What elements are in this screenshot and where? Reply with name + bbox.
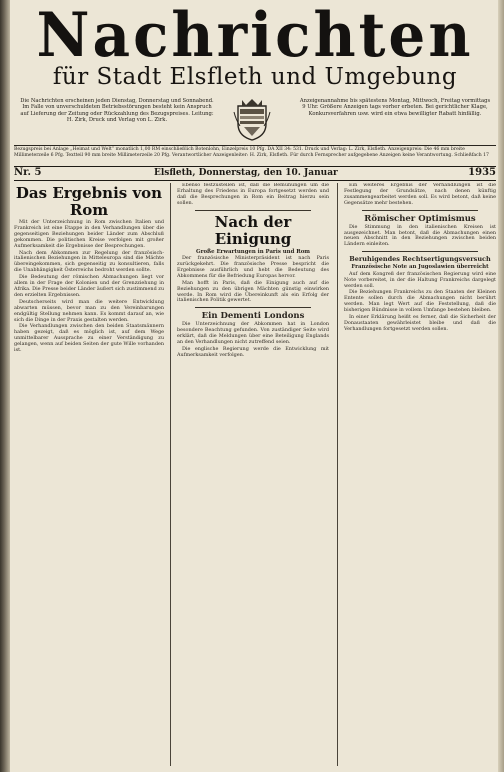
issue-dateline: Elsfleth, Donnerstag, den 10. Januar — [154, 168, 338, 178]
issue-year: 1935 — [468, 167, 496, 178]
column-2 — [177, 183, 329, 768]
price-notice: Bezugspreis bei Anlage „Heimat und Welt“ monatlich 1,00 RM einschließlich Botenlohn, Einzelpreis 10 Pfg. DA XII 34: 531. Druck und Verlag: L. Zirk, Elsfleth. Anzeigenpreis: Die 46 mm breite Millimeterzeile 6 Pfg. Textteil 90 mm breite Millimeterzeile 20 Pfg. Verantwortlicher Anzeigenleiter: H. Zirk, Elsfleth. Für durch Fernsprecher aufgegebene Anzeigen keine Verantwortung. Schließfach 17 — [14, 145, 496, 158]
column-rule — [337, 183, 338, 766]
article-paragraph: Der französische Ministerpräsident ist nach Paris zurückgekehrt. Die französische Presse bespricht die Ergebnisse ausführlich und hebt die Bedeutung des Abkommens für die Befriedung Europas hervor. — [177, 255, 329, 279]
column-1 — [14, 183, 164, 768]
divider — [195, 210, 311, 211]
article-paragraph: Nach dem Abkommen zur Regelung der französisch-italienischen Beziehungen in Mitteleuropa sind die Mächte übereingekommen, sich gegenseitig zu konsultieren, falls die Unabhängigkeit Österreichs bedroht werden sollte. — [14, 249, 164, 274]
article-headline: Nach der Einigung — [214, 212, 292, 248]
divider — [195, 307, 311, 308]
newspaper-title: Nachrichten — [36, 0, 474, 71]
page-edge — [498, 0, 504, 772]
article-paragraph: Ebenso festzustellen ist, daß die Bemühungen um die Erhaltung des Friedens in Europa fortgesetzt werden und daß die Besprechungen in Rom ein Beitrag hierzu sein sollen. — [177, 183, 329, 206]
advertising-info: Anzeigenannahme bis spätestens Montag, Mittwoch, Freitag vormittags 9 Uhr. Größere Anzeigen tags vorher erbeten. Bei gerichtlicher Klage, Konkursverfahren usw. wird ein etwa bewilligter Rabatt hinfällig. — [299, 98, 491, 117]
article-headline: Beruhigendes Rechtsertigungsversuch — [349, 255, 491, 264]
column-3 — [344, 183, 496, 768]
binding-edge — [0, 0, 10, 772]
article-paragraph: Deutscherseits wird man die weitere Entwicklung abwarten müssen, bevor man zu den Vereinbarungen endgültig Stellung nehmen kann. Es kommt darauf an, wie sich die Dinge in der Praxis gestalten werden. — [14, 298, 164, 323]
article-paragraph: Die Unterzeichnung der Abkommen hat in London besondere Beachtung gefunden. Von zuständiger Seite wird erklärt, daß die Meldungen über eine Beteiligung Englands an den Verhandlungen nicht zutreffend seien. — [177, 321, 329, 346]
divider — [362, 251, 478, 252]
article-paragraph: Mit der Unterzeichnung in Rom zwischen Italien und Frankreich ist eine Etappe in den Verhandlungen über die gegenseitigen Beziehungen beider Länder zum Abschluß gekommen. Die politischen Kreise verfolgen mit großer Aufmerksamkeit die Ergebnisse der Besprechungen. — [14, 219, 164, 249]
article-headline: Römischer Optimismus — [364, 213, 476, 224]
article-paragraph: Ein weiteres Ergebnis der Verhandlungen ist die Festlegung der Grundsätze, nach denen künftig zusammengearbeitet werden soll. Es wird betont, daß keine Gegensätze mehr bestehen. — [344, 183, 496, 206]
column-rule — [170, 183, 171, 766]
article-paragraph: Die Beziehungen Frankreichs zu den Staaten der Kleinen Entente sollen durch die Abmachungen nicht berührt werden. Man legt Wert auf die Feststellung, daß die bisherigen Bündnisse in vollem Umfange bestehen bleiben. — [344, 289, 496, 314]
article-paragraph: Die englische Regierung werde die Entwicklung mit Aufmerksamkeit verfolgen. — [177, 346, 329, 358]
article-paragraph: Die Verhandlungen zwischen den beiden Staatsmännern haben gezeigt, daß es möglich ist, auf dem Wege unmittelbarer Aussprache zu einer Verständigung zu gelangen, wenn auf beiden Seiten der gute Wille vorhanden ist. — [14, 323, 164, 354]
article-headline: Ein Dementi Londons — [201, 311, 305, 322]
publication-info: Die Nachrichten erscheinen jeden Dienstag, Donnerstag und Sonnabend. Im Falle von unverschuldeten Betriebsstörungen besteht kein Anspruch auf Lieferung der Zeitung oder Rückzahlung des Bezugspreises. Leitung: H. Zirk, Druck und Verlag von L. Zirk. — [20, 98, 214, 124]
masthead — [14, 0, 496, 90]
article-headline: Das Ergebnis von Rom — [15, 184, 163, 219]
article-paragraph: Die Bedeutung der römischen Abmachungen liegt vor allem in der Frage der Kolonien und der Grenzziehung in Afrika. Die Presse beider Länder äußert sich zustimmend zu den erzielten Ergebnissen. — [14, 274, 164, 298]
article-paragraph: Die Stimmung in den italienischen Kreisen ist ausgezeichnet. Man betont, daß die Abmachungen einen neuen Abschnitt in den Beziehungen zwischen beiden Ländern einleiten. — [344, 223, 496, 248]
article-paragraph: Auf dem Kongreß der französischen Regierung wird eine Note vorbereitet, in der die Haltung Frankreichs dargelegt werden soll. — [344, 270, 496, 289]
issue-number: Nr. 5 — [14, 167, 42, 178]
issue-bar — [14, 166, 496, 181]
info-bar — [14, 98, 496, 144]
article-subheadline: Große Erwartungen in Paris und Rom — [196, 248, 310, 255]
article-paragraph: Man hofft in Paris, daß die Einigung auch auf die Beziehungen zu den übrigen Mächten günstig einwirken werde. In Rom wird die Übereinkunft als ein Erfolg der italienischen Politik gewertet. — [177, 279, 329, 304]
article-paragraph: In einer Erklärung heißt es ferner, daß die Sicherheit der Donaustaaten gewährleistet bleibe und daß die Verhandlungen fortgesetzt werden sollen. — [344, 314, 496, 332]
newspaper-subtitle: für Stadt Elsfleth und Umgebung — [52, 64, 458, 90]
coat-of-arms-icon — [232, 96, 272, 142]
divider — [362, 210, 478, 211]
article-subheadline: Französische Note an Jugoslawien überreicht — [351, 264, 489, 271]
